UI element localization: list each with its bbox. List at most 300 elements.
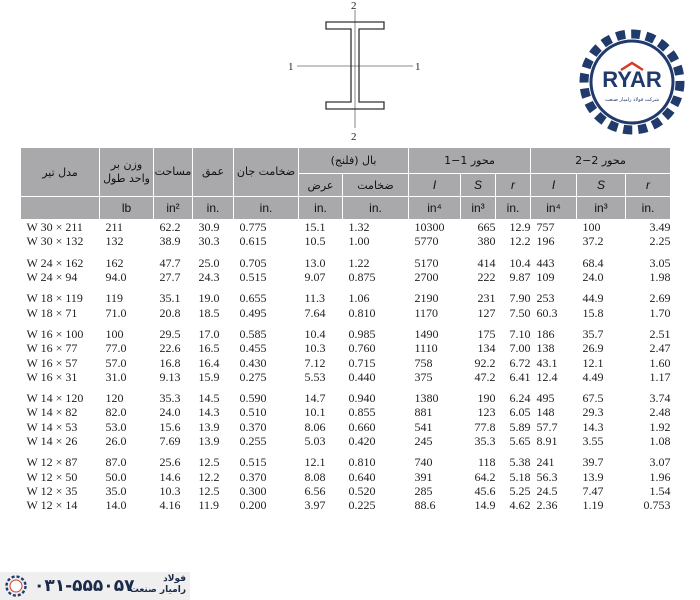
unit-web: in. — [234, 197, 299, 220]
table-cell: 2190 — [414, 291, 439, 306]
table-row — [21, 405, 671, 419]
header-axis-1-1: محور 1−1 — [409, 148, 531, 174]
beam-designation-cell: W 12 × 87 — [26, 455, 78, 470]
table-cell: 2.51 — [649, 326, 671, 341]
table-cell: 285 — [414, 483, 433, 498]
beam-designation-cell: W 16 × 31 — [26, 369, 78, 384]
table-cell: 1170 — [414, 305, 439, 320]
table-cell: 35.3 — [159, 391, 181, 406]
table-cell: 57.0 — [105, 355, 127, 370]
beam-designation-cell: W 24 × 162 — [26, 255, 84, 270]
table-cell: 0.715 — [348, 355, 376, 370]
table-cell: 0.300 — [239, 483, 267, 498]
table-cell: 0.775 — [239, 220, 267, 235]
table-cell: 11.9 — [198, 498, 220, 513]
table-cell: 7.90 — [509, 291, 531, 306]
table-cell: 13.9 — [582, 469, 604, 484]
table-cell: 7.50 — [509, 305, 531, 320]
table-cell: 6.72 — [509, 355, 531, 370]
table-cell: 241 — [536, 455, 555, 470]
beam-designation-cell: W 16 × 57 — [26, 355, 78, 370]
header-axis1-r: r — [496, 174, 531, 197]
table-cell: 1.00 — [348, 234, 370, 249]
table-cell: 2700 — [414, 270, 439, 285]
table-cell: 12.5 — [198, 455, 220, 470]
table-cell: 757 — [536, 220, 555, 235]
table-cell: 26.9 — [582, 341, 604, 356]
table-cell: 24.5 — [536, 483, 558, 498]
table-row — [21, 434, 671, 448]
table-cell: 45.6 — [474, 483, 496, 498]
table-cell: 391 — [414, 469, 433, 484]
table-cell: 77.8 — [474, 419, 496, 434]
table-row — [21, 498, 671, 512]
table-cell: 0.455 — [239, 341, 267, 356]
table-cell: 43.1 — [536, 355, 558, 370]
table-cell: 0.515 — [239, 270, 267, 285]
table-cell: 2.36 — [536, 498, 558, 513]
table-cell: 44.9 — [582, 291, 604, 306]
header-designation: مدل تیر — [21, 148, 100, 197]
table-cell: 7.10 — [509, 326, 531, 341]
table-cell: 109 — [536, 270, 555, 285]
header-flange-thickness: ضخامت — [343, 174, 409, 197]
table-cell: 4.62 — [509, 498, 531, 513]
table-cell: 47.7 — [159, 255, 181, 270]
table-cell: 0.370 — [239, 469, 267, 484]
table-cell: 162 — [105, 255, 124, 270]
table-cell: 414 — [477, 255, 496, 270]
table-cell: 6.41 — [509, 369, 531, 384]
beam-spec-table — [20, 147, 671, 512]
table-cell: 253 — [536, 291, 555, 306]
table-cell: 16.4 — [198, 355, 220, 370]
header-axis1-I: I — [409, 174, 461, 197]
table-cell: 0.875 — [348, 270, 376, 285]
axis-label-bottom: 2 — [351, 131, 357, 143]
table-cell: 15.6 — [159, 419, 181, 434]
table-cell: 1110 — [414, 341, 438, 356]
header-flange: بال (فلنج) — [299, 148, 409, 174]
unit-flange-thickness: in. — [343, 197, 409, 220]
table-cell: 14.3 — [198, 405, 220, 420]
table-cell: 25.6 — [159, 455, 181, 470]
table-cell: 1.17 — [649, 369, 671, 384]
unit-flange-width: in. — [299, 197, 343, 220]
table-cell: 35.1 — [159, 291, 181, 306]
table-cell: 3.49 — [649, 220, 671, 235]
beam-designation-cell: W 16 × 100 — [26, 326, 84, 341]
table-cell: 0.585 — [239, 326, 267, 341]
table-cell: 5.38 — [509, 455, 531, 470]
table-cell: 5.89 — [509, 419, 531, 434]
footer-brand-line1: فولاد — [163, 574, 186, 584]
table-cell: 38.9 — [159, 234, 181, 249]
footer-brand — [118, 574, 186, 596]
table-cell: 15.8 — [582, 305, 604, 320]
table-cell: 1.54 — [649, 483, 671, 498]
table-cell: 0.225 — [348, 498, 376, 513]
table-cell: 0.590 — [239, 391, 267, 406]
table-cell: 16.8 — [159, 355, 181, 370]
table-cell: 7.12 — [304, 355, 326, 370]
table-cell: 15.1 — [304, 220, 326, 235]
table-cell: 56.3 — [536, 469, 558, 484]
logo-wordmark: RYAR — [602, 67, 662, 92]
table-cell: 15.9 — [198, 369, 220, 384]
table-cell: 222 — [477, 270, 496, 285]
table-cell: 0.705 — [239, 255, 267, 270]
table-cell: 1.22 — [348, 255, 370, 270]
table-cell: 26.0 — [105, 434, 127, 448]
logo-tagline: شرکت فولاد رامیار صنعت — [604, 97, 660, 103]
header-axis2-S: S — [577, 174, 626, 197]
table-row — [21, 469, 671, 483]
table-cell: 13.9 — [198, 419, 220, 434]
table-cell: 0.985 — [348, 326, 376, 341]
table-cell: 1.60 — [649, 355, 671, 370]
table-cell: 495 — [536, 391, 555, 406]
group-spacer — [21, 249, 671, 256]
table-row — [21, 327, 671, 341]
table-cell: 9.13 — [159, 369, 181, 384]
table-cell: 2.48 — [649, 405, 671, 420]
table-cell: 134 — [477, 341, 496, 356]
table-cell: 0.420 — [348, 434, 376, 448]
table-cell: 6.24 — [509, 391, 531, 406]
table-cell: 5.53 — [304, 369, 326, 384]
table-cell: 186 — [536, 326, 555, 341]
table-cell: 119 — [105, 291, 124, 306]
table-cell: 100 — [582, 220, 601, 235]
table-cell: 7.64 — [304, 305, 326, 320]
table-cell: 25.0 — [198, 255, 220, 270]
table-cell: 77.0 — [105, 341, 127, 356]
group-spacer — [21, 448, 671, 455]
table-cell: 10.3 — [304, 341, 326, 356]
table-cell: 22.6 — [159, 341, 181, 356]
table-cell: 881 — [414, 405, 433, 420]
table-cell: 8.06 — [304, 419, 326, 434]
table-cell: 87.0 — [105, 455, 127, 470]
table-cell: 10.5 — [304, 234, 326, 249]
table-cell: 2.47 — [649, 341, 671, 356]
table-row — [21, 391, 671, 405]
beam-designation-cell: W 12 × 35 — [26, 483, 78, 498]
table-cell: 5770 — [414, 234, 439, 249]
table-cell: 12.9 — [509, 220, 531, 235]
table-cell: 0.640 — [348, 469, 376, 484]
table-cell: 24.0 — [582, 270, 604, 285]
table-cell: 14.0 — [105, 498, 127, 513]
table-cell: 1.32 — [348, 220, 370, 235]
beam-section-diagram — [285, 0, 425, 145]
table-cell: 4.49 — [582, 369, 604, 384]
table-cell: 24.3 — [198, 270, 220, 285]
table-cell: 14.9 — [474, 498, 496, 513]
table-cell: 57.7 — [536, 419, 558, 434]
table-cell: 12.2 — [198, 469, 220, 484]
header-depth: عمق — [193, 148, 234, 197]
table-cell: 67.5 — [582, 391, 604, 406]
table-cell: 758 — [414, 355, 433, 370]
table-cell: 62.2 — [159, 220, 181, 235]
table-cell: 148 — [536, 405, 555, 420]
table-row — [21, 484, 671, 498]
table-cell: 3.07 — [649, 455, 671, 470]
table-cell: 1490 — [414, 326, 439, 341]
table-cell: 10300 — [414, 220, 445, 235]
beam-designation-cell: W 14 × 120 — [26, 391, 84, 406]
axis-label-top: 2 — [351, 0, 357, 12]
table-cell: 665 — [477, 220, 496, 235]
unit-area: in² — [154, 197, 193, 220]
table-cell: 9.87 — [509, 270, 531, 285]
beam-designation-cell: W 14 × 53 — [26, 419, 78, 434]
table-cell: 1.19 — [582, 498, 604, 513]
table-cell: 12.1 — [304, 455, 326, 470]
table-cell: 245 — [414, 434, 433, 448]
beam-designation-cell: W 14 × 82 — [26, 405, 78, 420]
group-spacer — [21, 284, 671, 291]
header-axis-2-2: محور 2−2 — [531, 148, 671, 174]
table-cell: 14.7 — [304, 391, 326, 406]
table-row — [21, 305, 671, 319]
table-cell: 1.08 — [649, 434, 671, 448]
table-cell: 7.47 — [582, 483, 604, 498]
table-cell: 47.2 — [474, 369, 496, 384]
table-cell: 1.70 — [649, 305, 671, 320]
header-web-thickness: ضخامت جان — [234, 148, 299, 197]
beam-designation-cell: W 12 × 14 — [26, 498, 78, 513]
table-cell: 0.660 — [348, 419, 376, 434]
table-cell: 12.2 — [509, 234, 531, 249]
beam-designation-cell: W 14 × 26 — [26, 434, 78, 448]
table-cell: 211 — [105, 220, 124, 235]
table-cell: 7.00 — [509, 341, 531, 356]
table-cell: 6.05 — [509, 405, 531, 420]
group-spacer — [21, 384, 671, 391]
table-cell: 541 — [414, 419, 433, 434]
table-cell: 30.9 — [198, 220, 220, 235]
table-cell: 64.2 — [474, 469, 496, 484]
table-cell: 5.65 — [509, 434, 531, 448]
table-cell: 5.03 — [304, 434, 326, 448]
header-area: مساحت — [154, 148, 193, 197]
axis-label-left: 1 — [288, 61, 294, 73]
table-cell: 1380 — [414, 391, 439, 406]
table-cell: 16.5 — [198, 341, 220, 356]
phone-number: ۰۳۱-۵۵۵۰۵۷ — [34, 576, 135, 596]
table-cell: 0.200 — [239, 498, 267, 513]
table-cell: 8.08 — [304, 469, 326, 484]
table-cell: 0.940 — [348, 391, 376, 406]
table-cell: 4.16 — [159, 498, 181, 513]
header-axis2-r: r — [626, 174, 671, 197]
table-cell: 17.0 — [198, 326, 220, 341]
beam-designation-cell: W 18 × 119 — [26, 291, 83, 306]
table-cell: 13.9 — [198, 434, 220, 448]
table-cell: 0.753 — [643, 498, 671, 513]
table-cell: 0.440 — [348, 369, 376, 384]
beam-designation-cell: W 24 × 94 — [26, 270, 78, 285]
table-cell: 71.0 — [105, 305, 127, 320]
table-cell: 0.655 — [239, 291, 267, 306]
table-cell: 39.7 — [582, 455, 604, 470]
table-cell: 100 — [105, 326, 124, 341]
table-cell: 1.92 — [649, 419, 671, 434]
table-cell: 53.0 — [105, 419, 127, 434]
beam-designation-cell: W 18 × 71 — [26, 305, 78, 320]
table-cell: 82.0 — [105, 405, 127, 420]
table-row — [21, 420, 671, 434]
unit-axis1-S: in³ — [461, 197, 496, 220]
table-row — [21, 370, 671, 384]
table-cell: 5.18 — [509, 469, 531, 484]
table-cell: 380 — [477, 234, 496, 249]
company-logo — [575, 25, 690, 140]
table-cell: 3.74 — [649, 391, 671, 406]
table-cell: 31.0 — [105, 369, 127, 384]
table-cell: 24.0 — [159, 405, 181, 420]
table-cell: 6.56 — [304, 483, 326, 498]
footer-brand-line2: رامیار صنعت — [129, 585, 186, 595]
table-cell: 18.5 — [198, 305, 220, 320]
unit-axis1-r: in. — [496, 197, 531, 220]
table-row — [21, 234, 671, 248]
table-cell: 92.2 — [474, 355, 496, 370]
table-cell: 94.0 — [105, 270, 127, 285]
beam-designation-cell: W 30 × 211 — [26, 220, 83, 235]
table-cell: 0.495 — [239, 305, 267, 320]
table-cell: 60.3 — [536, 305, 558, 320]
table-cell: 0.760 — [348, 341, 376, 356]
header-axis2-I: I — [531, 174, 577, 197]
table-cell: 12.1 — [582, 355, 604, 370]
table-row — [21, 355, 671, 369]
unit-weight: lb — [100, 197, 154, 220]
table-cell: 1.98 — [649, 270, 671, 285]
table-cell: 29.3 — [582, 405, 604, 420]
table-cell: 0.855 — [348, 405, 376, 420]
unit-axis2-S: in³ — [577, 197, 626, 220]
table-row — [21, 341, 671, 355]
table-cell: 68.4 — [582, 255, 604, 270]
unit-axis1-I: in⁴ — [409, 197, 461, 220]
table-cell: 0.510 — [239, 405, 267, 420]
table-cell: 35.7 — [582, 326, 604, 341]
table-cell: 0.255 — [239, 434, 267, 448]
header-axis1-S: S — [461, 174, 496, 197]
table-cell: 231 — [477, 291, 496, 306]
table-cell: 88.6 — [414, 498, 436, 513]
table-cell: 3.97 — [304, 498, 326, 513]
table-cell: 0.515 — [239, 455, 267, 470]
table-cell: 0.430 — [239, 355, 267, 370]
table-cell: 7.69 — [159, 434, 181, 448]
table-cell: 0.615 — [239, 234, 267, 249]
table-cell: 29.5 — [159, 326, 181, 341]
table-cell: 0.275 — [239, 369, 267, 384]
unit-axis2-r: in. — [626, 197, 671, 220]
table-cell: 14.5 — [198, 391, 220, 406]
unit-axis2-I: in⁴ — [531, 197, 577, 220]
unit-depth: in. — [193, 197, 234, 220]
table-cell: 190 — [477, 391, 496, 406]
table-cell: 30.3 — [198, 234, 220, 249]
table-cell: 12.4 — [536, 369, 558, 384]
table-cell: 8.91 — [536, 434, 558, 448]
header-flange-width: عرض — [299, 174, 343, 197]
table-cell: 123 — [477, 405, 496, 420]
table-row — [21, 220, 671, 235]
table-cell: 14.6 — [159, 469, 181, 484]
table-cell: 11.3 — [304, 291, 326, 306]
table-cell: 740 — [414, 455, 433, 470]
table-cell: 127 — [477, 305, 496, 320]
table-cell: 5170 — [414, 255, 439, 270]
table-cell: 2.69 — [649, 291, 671, 306]
table-body — [21, 220, 671, 513]
header-weight: وزن بر واحد طول — [100, 148, 154, 197]
beam-designation-cell: W 12 × 50 — [26, 469, 78, 484]
table-cell: 1.96 — [649, 469, 671, 484]
table-cell: 50.0 — [105, 469, 127, 484]
table-cell: 2.25 — [649, 234, 671, 249]
axis-label-right: 1 — [415, 61, 421, 73]
table-cell: 0.370 — [239, 419, 267, 434]
table-cell: 120 — [105, 391, 124, 406]
table-cell: 5.25 — [509, 483, 531, 498]
table-cell: 0.810 — [348, 455, 376, 470]
table-cell: 35.0 — [105, 483, 127, 498]
table-cell: 0.810 — [348, 305, 376, 320]
table-cell: 1.06 — [348, 291, 370, 306]
table-cell: 20.8 — [159, 305, 181, 320]
table-cell: 3.05 — [649, 255, 671, 270]
beam-designation-cell: W 30 × 132 — [26, 234, 84, 249]
table-cell: 10.4 — [304, 326, 326, 341]
table-row — [21, 256, 671, 270]
table-cell: 196 — [536, 234, 555, 249]
table-cell: 13.0 — [304, 255, 326, 270]
table-cell: 10.4 — [509, 255, 531, 270]
table-cell: 37.2 — [582, 234, 604, 249]
table-cell: 14.3 — [582, 419, 604, 434]
table-cell: 9.07 — [304, 270, 326, 285]
footer-logo-icon — [3, 575, 29, 597]
table-row — [21, 455, 671, 469]
beam-designation-cell: W 16 × 77 — [26, 341, 78, 356]
table-cell: 10.3 — [159, 483, 181, 498]
table-cell: 118 — [477, 455, 496, 470]
table-row — [21, 270, 671, 284]
table-cell: 10.1 — [304, 405, 326, 420]
table-cell: 19.0 — [198, 291, 220, 306]
table-cell: 35.3 — [474, 434, 496, 448]
table-cell: 12.5 — [198, 483, 220, 498]
table-cell: 0.520 — [348, 483, 376, 498]
group-spacer — [21, 320, 671, 327]
table-cell: 132 — [105, 234, 124, 249]
table-cell: 3.55 — [582, 434, 604, 448]
table-cell: 27.7 — [159, 270, 181, 285]
table-cell: 443 — [536, 255, 555, 270]
contact-footer — [0, 572, 190, 600]
table-cell: 175 — [477, 326, 496, 341]
table-cell: 375 — [414, 369, 433, 384]
table-cell: 138 — [536, 341, 555, 356]
